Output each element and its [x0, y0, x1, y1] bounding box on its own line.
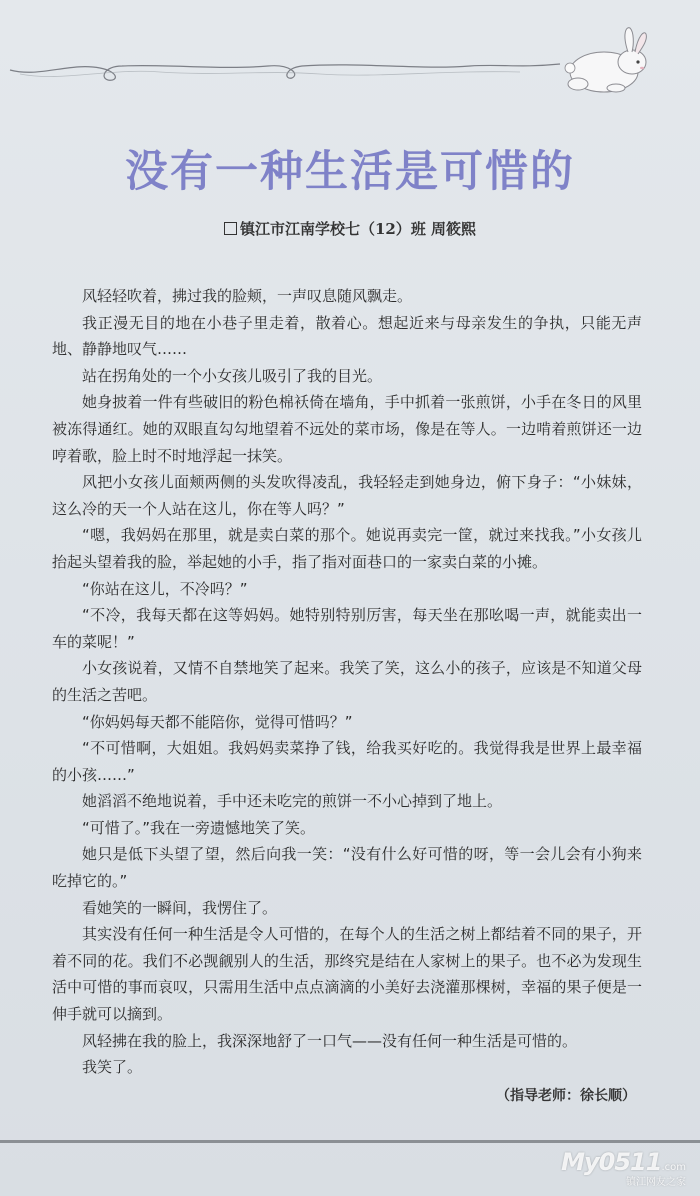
article-title: 没有一种生活是可惜的 [125, 147, 575, 197]
paragraph: 其实没有任何一种生活是令人可惜的，在每个人的生活之树上都结着不同的果子，开着不同的花。我们不必觊觎别人的生活，那终究是结在人家树上的果子。也不必为发现生活中可惜的事而哀叹，只需用生活中点点滴滴的小美好去浇灌那棵树，幸福的果子便是一伸手就可以摘到。 [52, 925, 642, 1024]
paragraph: “不可惜啊，大姐姐。我妈妈卖菜挣了钱，给我买好吃的。我觉得我是世界上最幸福的小孩……” [52, 739, 642, 784]
paragraph: “可惜了。”我在一旁遗憾地笑了笑。 [82, 818, 316, 837]
site-watermark [561, 1148, 686, 1188]
paragraph: “嗯，我妈妈在那里，就是卖白菜的那个。她说再卖完一筐，就过来找我。”小女孩儿抬起头望着我的脸，举起她的小手，指了指对面巷口的一家卖白菜的小摊。 [52, 526, 642, 571]
paragraph: 我正漫无目的地在小巷子里走着，散着心。想起近来与母亲发生的争执，只能无声地、静静地叹气…… [52, 313, 642, 359]
paragraph: “你站在这儿，不冷吗？” [82, 579, 248, 598]
paragraph: 风轻拂在我的脸上，我深深地舒了一口气——没有任何一种生活是可惜的。 [82, 1031, 578, 1050]
bottom-divider [0, 1140, 700, 1143]
paragraph: 站在拐角处的一个小女孩儿吸引了我的目光。 [82, 366, 383, 385]
paragraph: “不冷，我每天都在这等妈妈。她特别特别厉害，每天坐在那吆喝一声，就能卖出一车的菜呢！” [52, 606, 642, 651]
paragraph: 我笑了。 [82, 1058, 143, 1077]
watermark-subtitle: 镇江网友之家 [626, 1177, 686, 1188]
paragraph: 她滔滔不绝地说着，手中还未吃完的煎饼一不小心掉到了地上。 [82, 792, 503, 811]
author-byline [0, 218, 700, 239]
paragraph: 她只是低下头望了望，然后向我一笑：“没有什么好可惜的呀，等一会儿会有小狗来吃掉它的。” [52, 845, 642, 891]
article-body [52, 283, 642, 1081]
watermark-logo [561, 1148, 686, 1176]
checkbox-square-icon [224, 222, 237, 235]
paragraph: “你妈妈每天都不能陪你，觉得可惜吗？” [82, 712, 353, 731]
watermark-domain: .com [661, 1162, 686, 1173]
watermark-logo-text: My0511 [561, 1148, 662, 1176]
paragraph: 风轻轻吹着，拂过我的脸颊，一声叹息随风飘走。 [82, 287, 413, 305]
paragraph: 风把小女孩儿面颊两侧的头发吹得凌乱，我轻轻走到她身边，俯下身子：“小妹妹，这么冷的天一个人站在这儿，你在等人吗？” [52, 473, 642, 518]
byline-text: 镇江市江南学校七（12）班 周筱熙 [239, 220, 477, 238]
rabbit-illustration [556, 22, 656, 102]
paragraph: 看她笑的一瞬间，我愣住了。 [82, 898, 278, 917]
paragraph: 小女孩说着，又情不自禁地笑了起来。我笑了笑，这么小的孩子，应该是不知道父母的生活之苦吧。 [52, 659, 642, 704]
teacher-signoff: （指导老师：徐长顺） [496, 1088, 636, 1104]
paragraph: 她身披着一件有些破旧的粉色棉袄倚在墙角，手中抓着一张煎饼，小手在冬日的风里被冻得通红。她的双眼直勾勾地望着不远处的菜市场，像是在等人。一边啃着煎饼还一边哼着歌，脸上时不时地浮起一抹笑。 [52, 393, 642, 465]
